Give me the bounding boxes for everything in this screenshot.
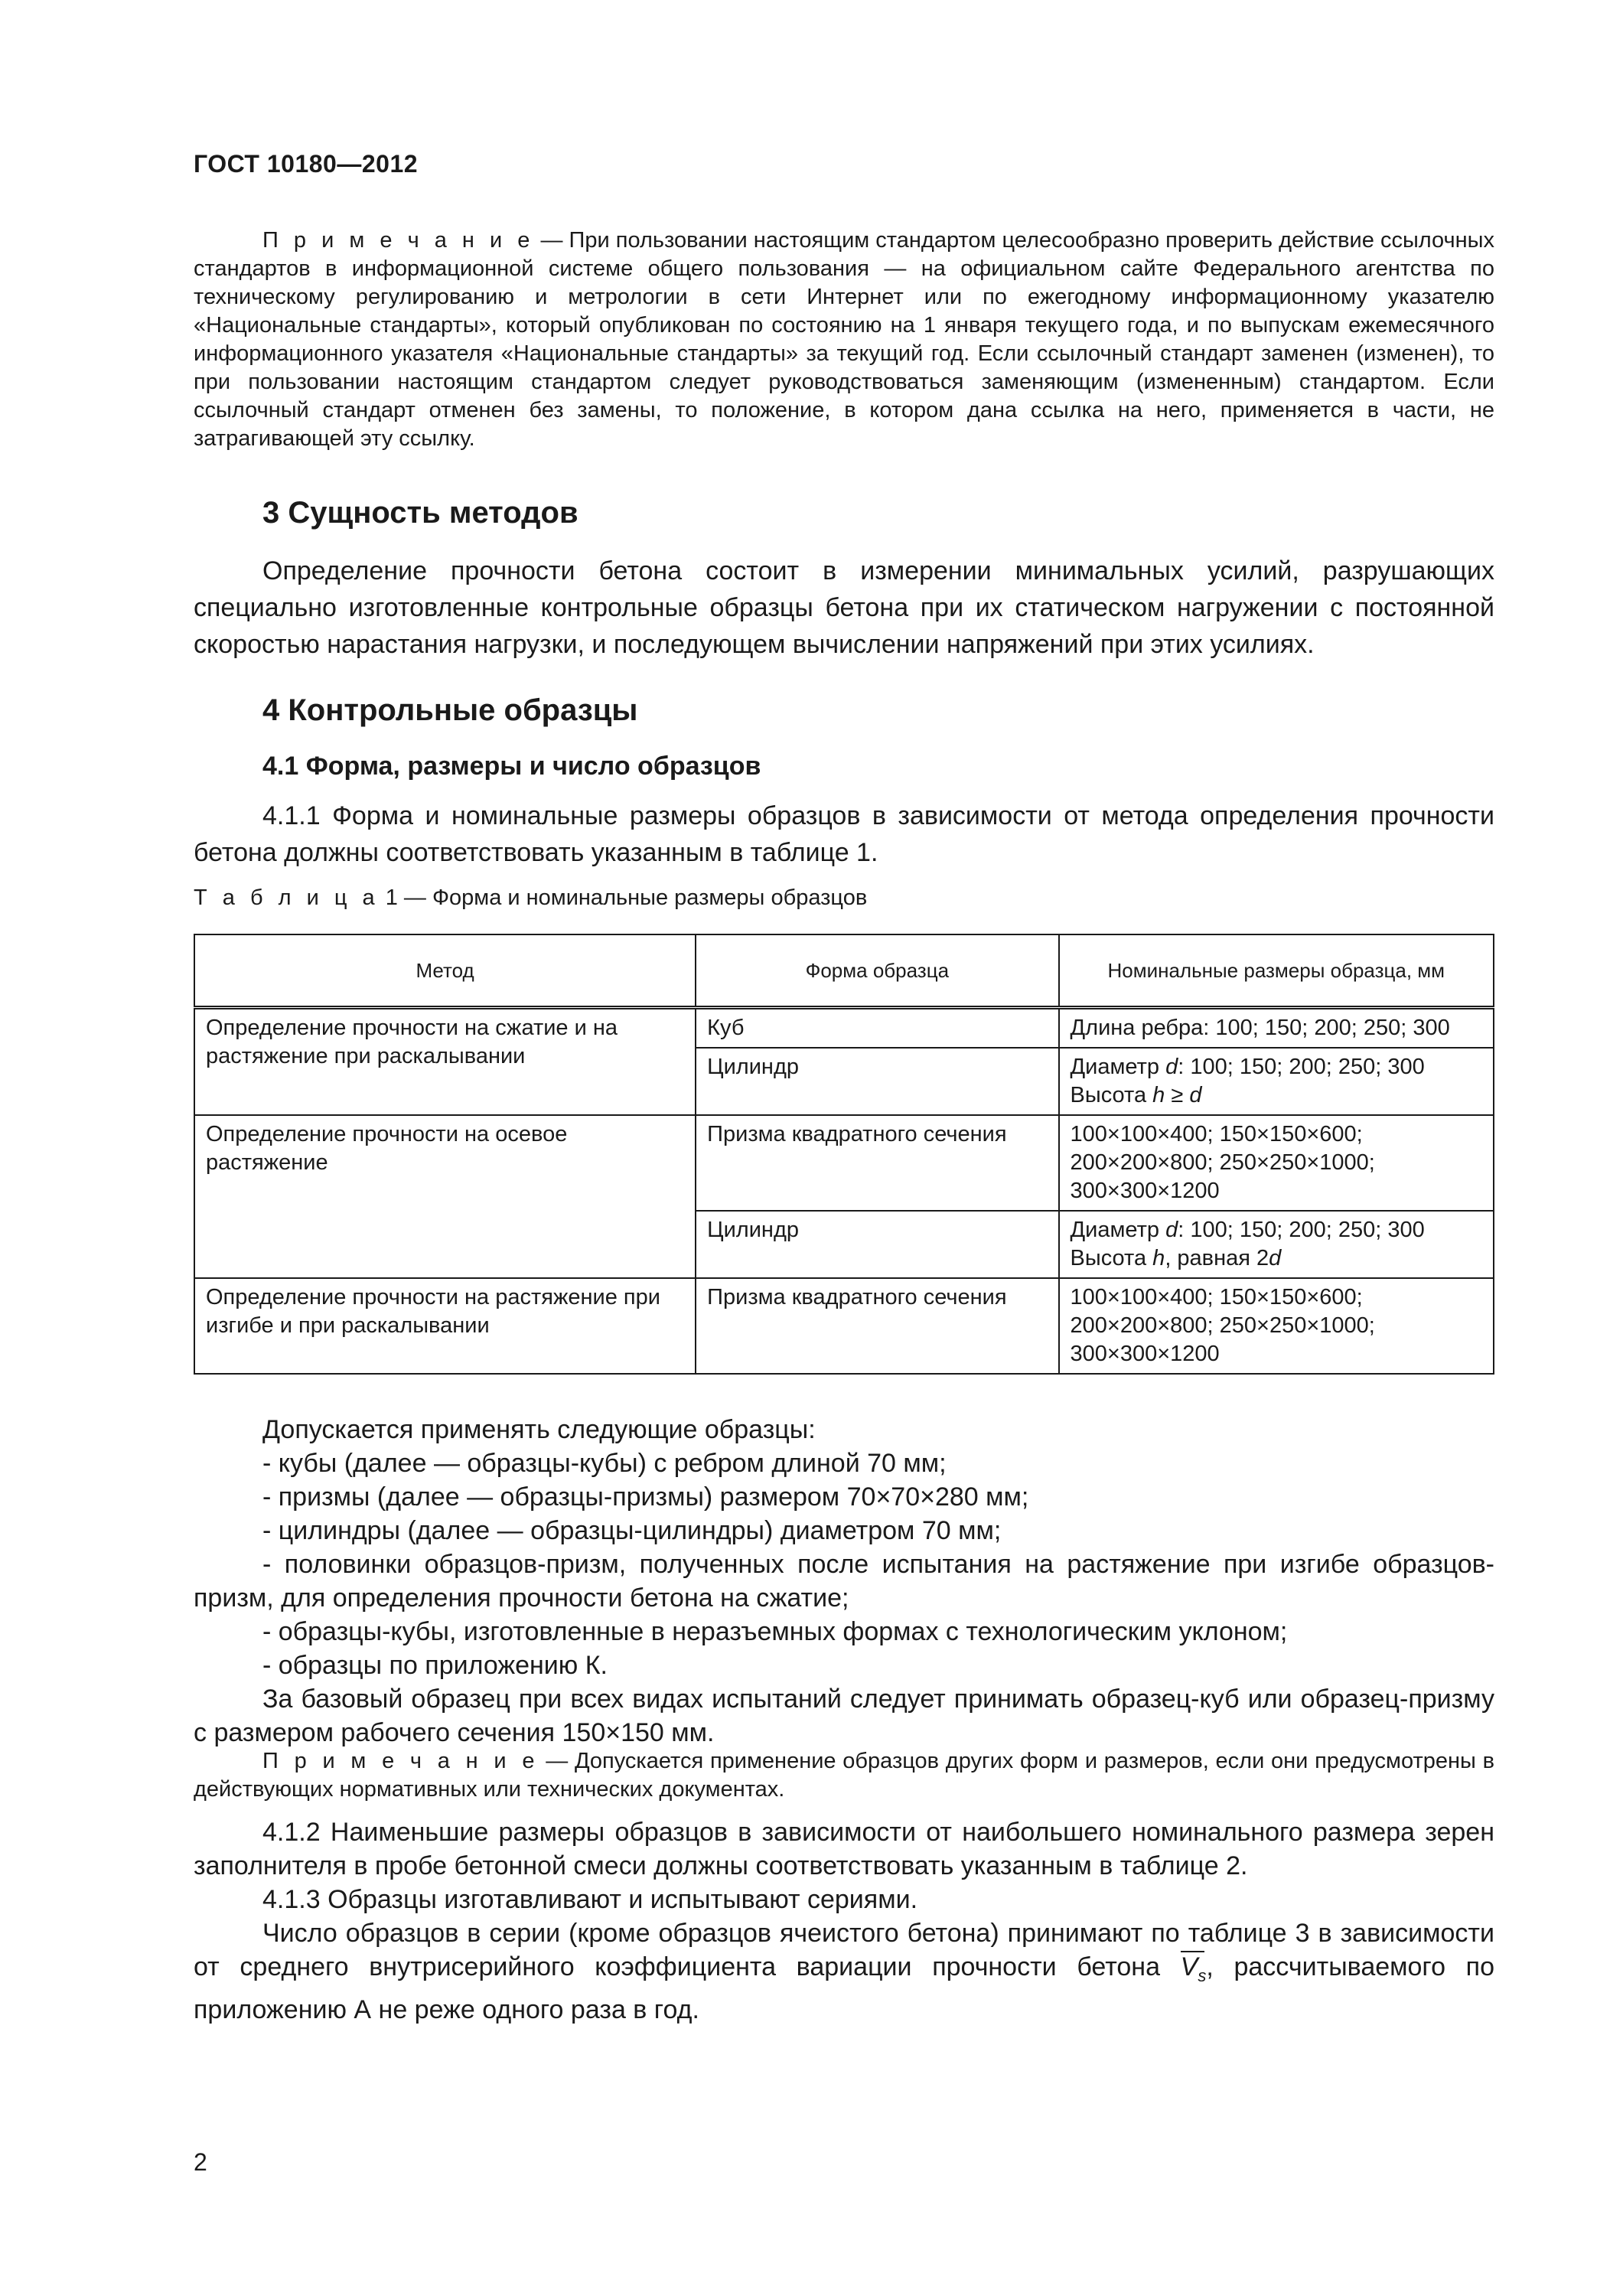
size-cell [1059, 1048, 1494, 1115]
list-item: - половинки образцов-призм, полученных после испытания на растяжение при изгибе образцов-призм, для определения прочности бетона на сжатие; [194, 1550, 1494, 1613]
table-header-row [194, 934, 1494, 1008]
series-text: , рассчитываемого по приложению А не реже одного раза в год. [194, 1952, 1494, 2024]
size-text: : 100; 150; 200; 250; 300 [1178, 1218, 1425, 1242]
size-cell [1059, 1211, 1494, 1278]
header-shape: Форма образца [696, 934, 1058, 1008]
base-sample-paragraph: За базовый образец при всех видах испытаний следует принимать образец-куб или образец-призму с размером рабочего сечения 150×150 мм. [194, 1684, 1494, 1747]
note-references [194, 227, 1494, 453]
paragraphs-4-1-2-4-1-3 [194, 1815, 1494, 2027]
size-text: Диаметр [1070, 1218, 1166, 1242]
shape-cell: Призма квадратного сечения [696, 1115, 1058, 1211]
method-cell: Определение прочности на растяжение при изгибе и при раскалывании [194, 1278, 696, 1374]
subsection-4-1-title: 4.1 Форма, размеры и число образцов [262, 752, 761, 781]
size-var: d [1165, 1055, 1178, 1079]
series-text: Число образцов в серии (кроме образцов ячеистого бетона) принимают по таблице 3 в зависимости от среднего внутрисерийного коэффициента вариации прочности бетона [194, 1919, 1494, 1981]
document-code: ГОСТ 10180—2012 [194, 150, 419, 178]
note-label: П р и м е ч а н и е [262, 228, 535, 253]
size-var: d [1269, 1246, 1282, 1270]
shape-cell: Куб [696, 1008, 1058, 1049]
paragraph-4-1-1 [194, 797, 1494, 871]
shape-cell: Призма квадратного сечения [696, 1278, 1058, 1374]
list-item: - цилиндры (далее — образцы-цилиндры) диаметром 70 мм; [262, 1516, 1002, 1545]
size-text: Высота [1070, 1246, 1153, 1270]
section-3-paragraph: Определение прочности бетона состоит в измерении минимальных усилий, разрушающих специально изготовленные контрольные образцы бетона при их статическом нагружении с постоянной скоростью нарастания нагрузки, и последующем вычислении напряжений при этих усилиях. [194, 556, 1494, 659]
symbol-v: V [1180, 1952, 1198, 1981]
allowed-samples-block [194, 1413, 1494, 1750]
section-3-text [194, 553, 1494, 663]
header-size: Номинальные размеры образца, мм [1059, 934, 1494, 1008]
size-text: Диаметр [1070, 1055, 1166, 1079]
method-cell: Определение прочности на осевое растяжение [194, 1115, 696, 1278]
symbol-s: s [1198, 1965, 1207, 1985]
page-number: 2 [194, 2148, 207, 2176]
note-text: — Допускается применение образцов других форм и размеров, если они предусмотрены в действующих нормативных или технических документах. [194, 1749, 1494, 1802]
note-label: П р и м е ч а н и е [262, 1749, 539, 1773]
size-var: d [1165, 1218, 1178, 1242]
table-row [194, 1008, 1494, 1049]
list-item: - образцы-кубы, изготовленные в неразъемных формах с технологическим уклоном; [262, 1617, 1288, 1646]
size-cell: Длина ребра: 100; 150; 200; 250; 300 [1059, 1008, 1494, 1049]
allowed-intro: Допускается применять следующие образцы: [262, 1415, 816, 1444]
table-1 [194, 934, 1494, 1375]
size-cell: 100×100×400; 150×150×600; 200×200×800; 250×250×1000; 300×300×1200 [1059, 1278, 1494, 1374]
paragraph-series-count [194, 1916, 1494, 2027]
size-text: : 100; 150; 200; 250; 300 [1178, 1055, 1425, 1079]
table-row [194, 1278, 1494, 1374]
section-3-title: 3 Сущность методов [262, 496, 578, 530]
table-1-caption [194, 885, 867, 911]
note-other-shapes [194, 1747, 1494, 1804]
paragraph-4-1-1-text: 4.1.1 Форма и номинальные размеры образцов в зависимости от метода определения прочности бетона должны соответствовать указанным в таблице 1. [194, 801, 1494, 867]
paragraph-4-1-2: 4.1.2 Наименьшие размеры образцов в зависимости от наибольшего номинального размера зерен заполнителя в пробе бетонной смеси должны соответствовать указанным в таблице 2. [194, 1818, 1494, 1880]
table-row [194, 1115, 1494, 1211]
list-item: - образцы по приложению К. [262, 1651, 608, 1680]
size-cell: 100×100×400; 150×150×600; 200×200×800; 250×250×1000; 300×300×1200 [1059, 1115, 1494, 1211]
header-method: Метод [194, 934, 696, 1008]
shape-cell: Цилиндр [696, 1211, 1058, 1278]
table-caption-text: 1 — Форма и номинальные размеры образцов [379, 885, 868, 910]
size-var: h [1152, 1083, 1165, 1107]
table-caption-label: Т а б л и ц а [194, 885, 380, 910]
size-var: d [1189, 1083, 1202, 1107]
size-text: ≥ [1165, 1083, 1190, 1107]
section-4-title: 4 Контрольные образцы [262, 693, 638, 727]
list-item: - кубы (далее — образцы-кубы) с ребром длиной 70 мм; [262, 1449, 947, 1478]
list-item: - призмы (далее — образцы-призмы) размером 70×70×280 мм; [262, 1482, 1029, 1512]
size-var: h [1152, 1246, 1165, 1270]
variation-coefficient-symbol [1180, 1952, 1207, 1985]
paragraph-4-1-3: 4.1.3 Образцы изготавливают и испытывают сериями. [262, 1885, 918, 1914]
size-text: Высота [1070, 1083, 1153, 1107]
shape-cell: Цилиндр [696, 1048, 1058, 1115]
method-cell: Определение прочности на сжатие и на растяжение при раскалывании [194, 1008, 696, 1116]
note-text: — При пользовании настоящим стандартом целесообразно проверить действие ссылочных стандартов в информационной системе общего пользования — на официальном сайте Федерального агентства по техническому регулированию и метрологии в сети Интернет или по ежегодному информационному указателю «Национальные стандарты», который опубликован по состоянию на 1 января текущего года, и по выпускам ежемесячного информационного указателя «Национальные стандарты» за текущий год. Если ссылочный стандарт заменен (изменен), то при пользовании настоящим стандартом следует руководствоваться заменяющим (измененным) стандартом. Если ссылочный стандарт отменен без замены, то положение, в котором дана ссылка на него, применяется в части, не затрагивающей эту ссылку. [194, 228, 1494, 451]
size-text: , равная 2 [1165, 1246, 1269, 1270]
